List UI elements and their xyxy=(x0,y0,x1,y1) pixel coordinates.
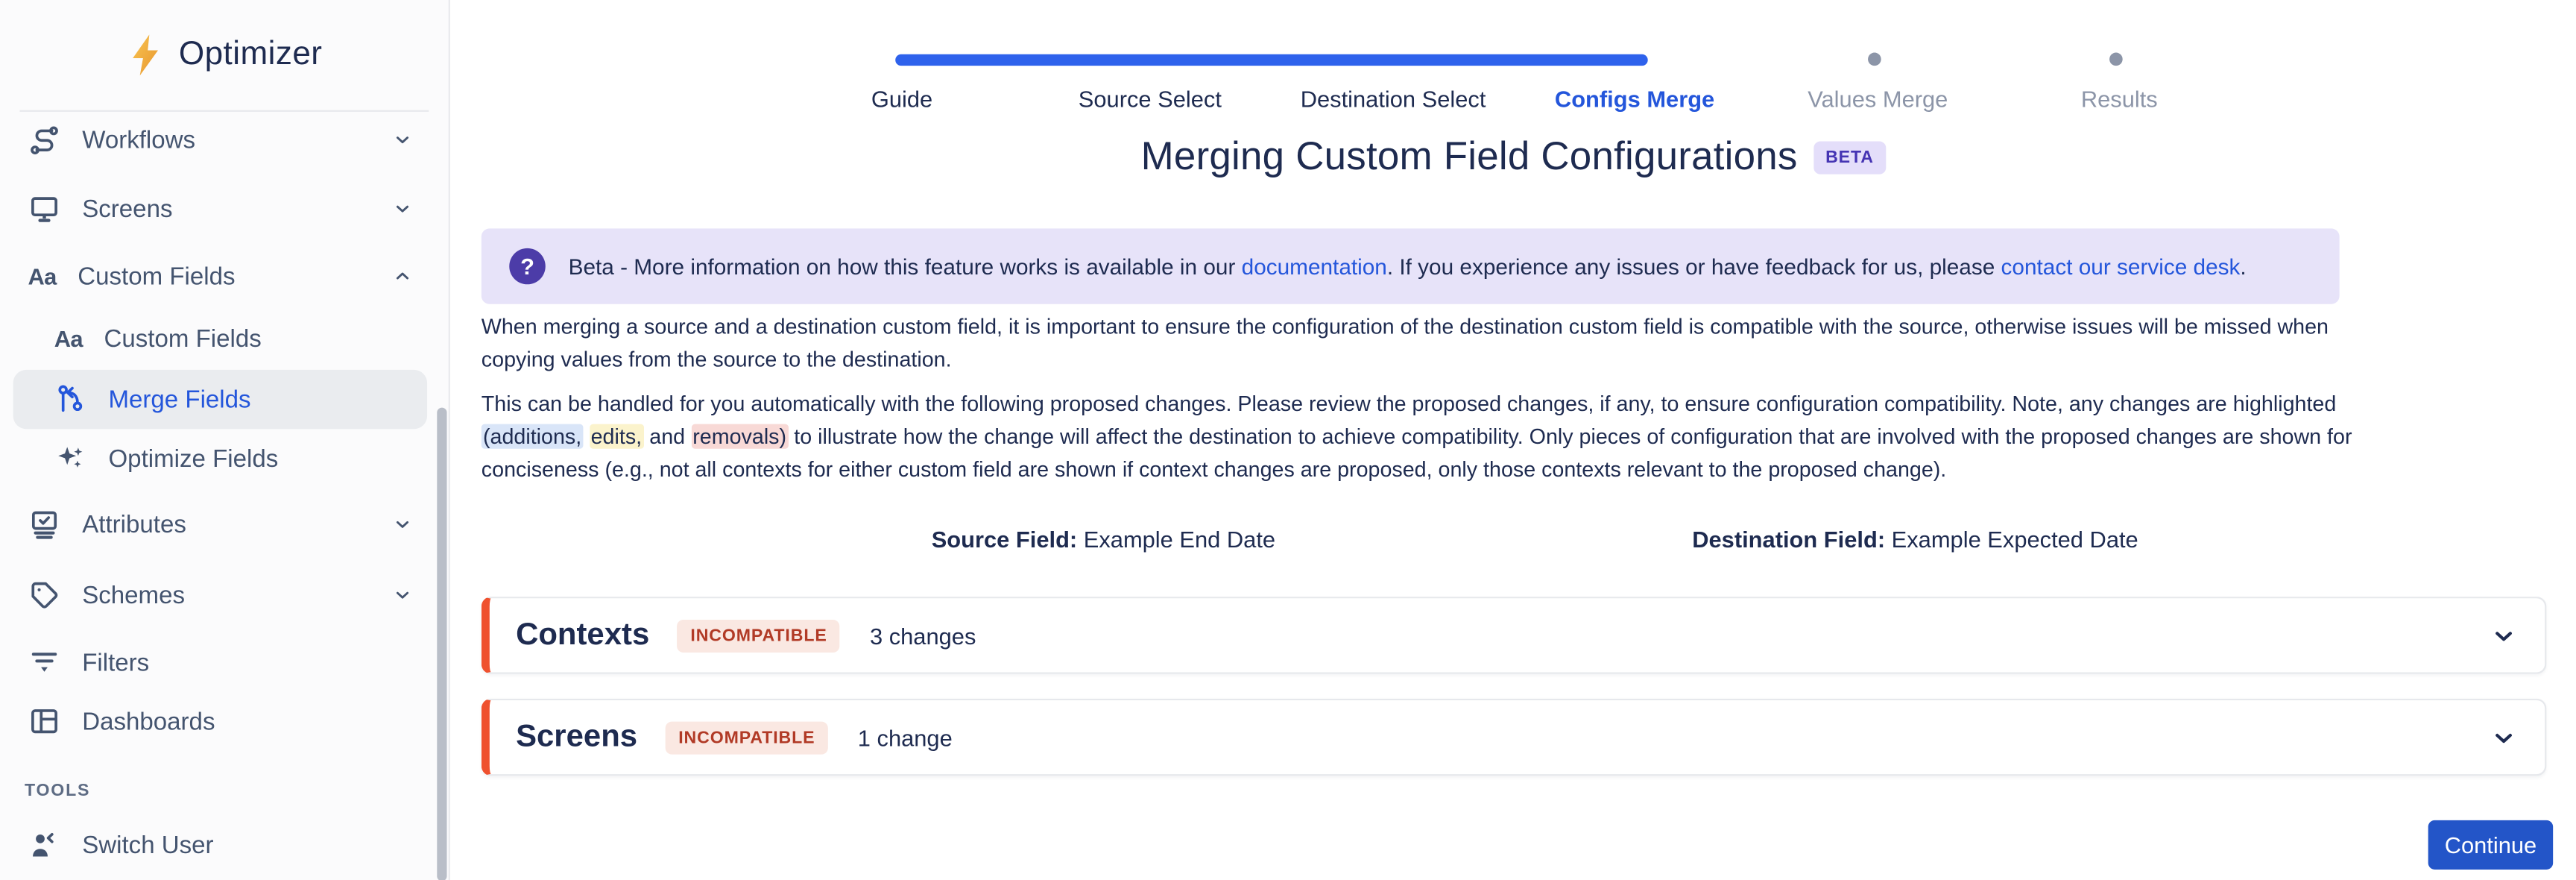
screens-accordion[interactable] xyxy=(482,699,2547,776)
help-icon: ? xyxy=(509,248,545,284)
sidebar-item-label: Switch User xyxy=(82,831,214,859)
source-field: Source Field: Example End Date xyxy=(931,526,1276,553)
sidebar xyxy=(0,0,450,880)
sidebar-item-label: Merge Fields xyxy=(108,385,251,414)
sidebar-scrollbar[interactable] xyxy=(437,408,446,880)
contexts-change-count: 3 changes xyxy=(869,622,976,649)
sidebar-item-label: Workflows xyxy=(82,125,196,154)
step-configs-merge[interactable]: Configs Merge xyxy=(1554,85,1715,112)
destination-field: Destination Field: Example Expected Date xyxy=(1692,526,2138,553)
incompatible-badge: INCOMPATIBLE xyxy=(678,619,841,652)
continue-button[interactable]: Continue xyxy=(2428,820,2554,870)
sidebar-item-filters[interactable] xyxy=(13,635,427,691)
sidebar-subitem-merge-fields[interactable] xyxy=(13,370,427,429)
sidebar-subitem-custom-fields[interactable] xyxy=(13,311,427,367)
stepper-dot-values-merge xyxy=(1868,53,1881,66)
chevron-down-icon xyxy=(2490,724,2516,750)
banner-text: Beta - More information on how this feature works is available in our documentation. If you experience any issues or have feedback for us, please contact our service desk. xyxy=(568,254,2247,279)
step-source-select[interactable]: Source Select xyxy=(1078,85,1222,112)
sidebar-item-schemes[interactable] xyxy=(13,567,427,623)
sidebar-item-label: Attributes xyxy=(82,510,186,538)
page-title: Merging Custom Field Configurations xyxy=(1140,134,1798,180)
sidebar-item-screens[interactable] xyxy=(13,180,427,236)
app-logo xyxy=(0,0,449,110)
contexts-title: Contexts xyxy=(516,617,650,652)
switch-user-icon xyxy=(28,829,60,861)
sidebar-item-switch-user[interactable] xyxy=(13,817,427,873)
monitor-icon xyxy=(28,192,60,225)
sparkles-icon xyxy=(54,442,87,475)
tag-icon xyxy=(28,579,60,612)
chevron-up-icon xyxy=(393,266,412,286)
sidebar-item-label: Screens xyxy=(82,195,173,223)
sidebar-item-label: Filters xyxy=(82,648,150,676)
chevron-down-icon xyxy=(393,585,412,605)
sidebar-item-attributes[interactable] xyxy=(13,497,427,553)
intro-paragraph-1: When merging a source and a destination custom field, it is important to ensure the configuration of the destination custom field is compatible with the source, otherwise issues will be missed when copying values from the source to the destination. xyxy=(481,313,2329,372)
sidebar-item-label: Optimize Fields xyxy=(108,444,279,473)
highlight-removals: removals) xyxy=(691,424,788,449)
sidebar-item-label: Custom Fields xyxy=(104,324,262,353)
chevron-down-icon xyxy=(393,199,412,219)
sidebar-item-label: Custom Fields xyxy=(78,262,236,291)
sidebar-subitem-optimize-fields[interactable] xyxy=(13,430,427,486)
attributes-icon xyxy=(28,508,60,541)
sidebar-item-workflows[interactable] xyxy=(13,112,427,168)
service-desk-link[interactable]: contact our service desk xyxy=(2001,254,2241,279)
chevron-down-icon xyxy=(2490,622,2516,648)
text-aa-icon: Aa xyxy=(28,263,57,289)
highlight-edits: edits, xyxy=(589,424,643,449)
documentation-link[interactable]: documentation xyxy=(1241,254,1387,279)
highlight-additions: (additions, xyxy=(482,424,584,449)
contexts-accordion[interactable] xyxy=(482,597,2547,674)
intro-paragraph-2: This can be handled for you automatically with the following proposed changes. Please review the proposed changes, if any, to ensure configuration compatibility. Note, any changes are highlighted (additions, edits, and removals) to illustrate how the change will affect the destination to achieve compatibility. Only pieces of configuration that are involved with the proposed changes are shown for conciseness (e.g., not all contexts for either custom field are shown if context changes are proposed, only those contexts relevant to the proposed change). xyxy=(481,391,2352,482)
dashboard-icon xyxy=(28,705,60,738)
chevron-down-icon xyxy=(393,130,412,149)
app-name: Optimizer xyxy=(178,36,323,72)
optimizer-logo-icon xyxy=(126,33,164,78)
stepper-dot-results xyxy=(2109,53,2123,66)
workflow-icon xyxy=(28,123,60,156)
sidebar-item-label: Schemes xyxy=(82,581,186,609)
step-values-merge: Values Merge xyxy=(1808,85,1948,112)
sidebar-section-tools: TOOLS xyxy=(25,780,91,801)
text-aa-icon: Aa xyxy=(54,325,83,352)
sidebar-item-custom-fields[interactable] xyxy=(13,248,427,304)
filter-icon xyxy=(28,646,60,679)
step-results: Results xyxy=(2080,85,2158,112)
incompatible-badge: INCOMPATIBLE xyxy=(666,720,829,753)
sidebar-item-label: Dashboards xyxy=(82,707,215,736)
beta-info-banner xyxy=(482,228,2340,304)
git-merge-icon xyxy=(54,383,87,416)
beta-badge: BETA xyxy=(1814,142,1886,175)
screens-change-count: 1 change xyxy=(857,723,953,751)
step-guide[interactable]: Guide xyxy=(871,85,933,112)
stepper-progress-bar xyxy=(895,54,1647,66)
screens-title: Screens xyxy=(516,719,638,754)
main-content xyxy=(450,0,2576,880)
sidebar-item-dashboards[interactable] xyxy=(13,694,427,749)
chevron-down-icon xyxy=(393,515,412,534)
step-destination-select[interactable]: Destination Select xyxy=(1300,85,1486,112)
